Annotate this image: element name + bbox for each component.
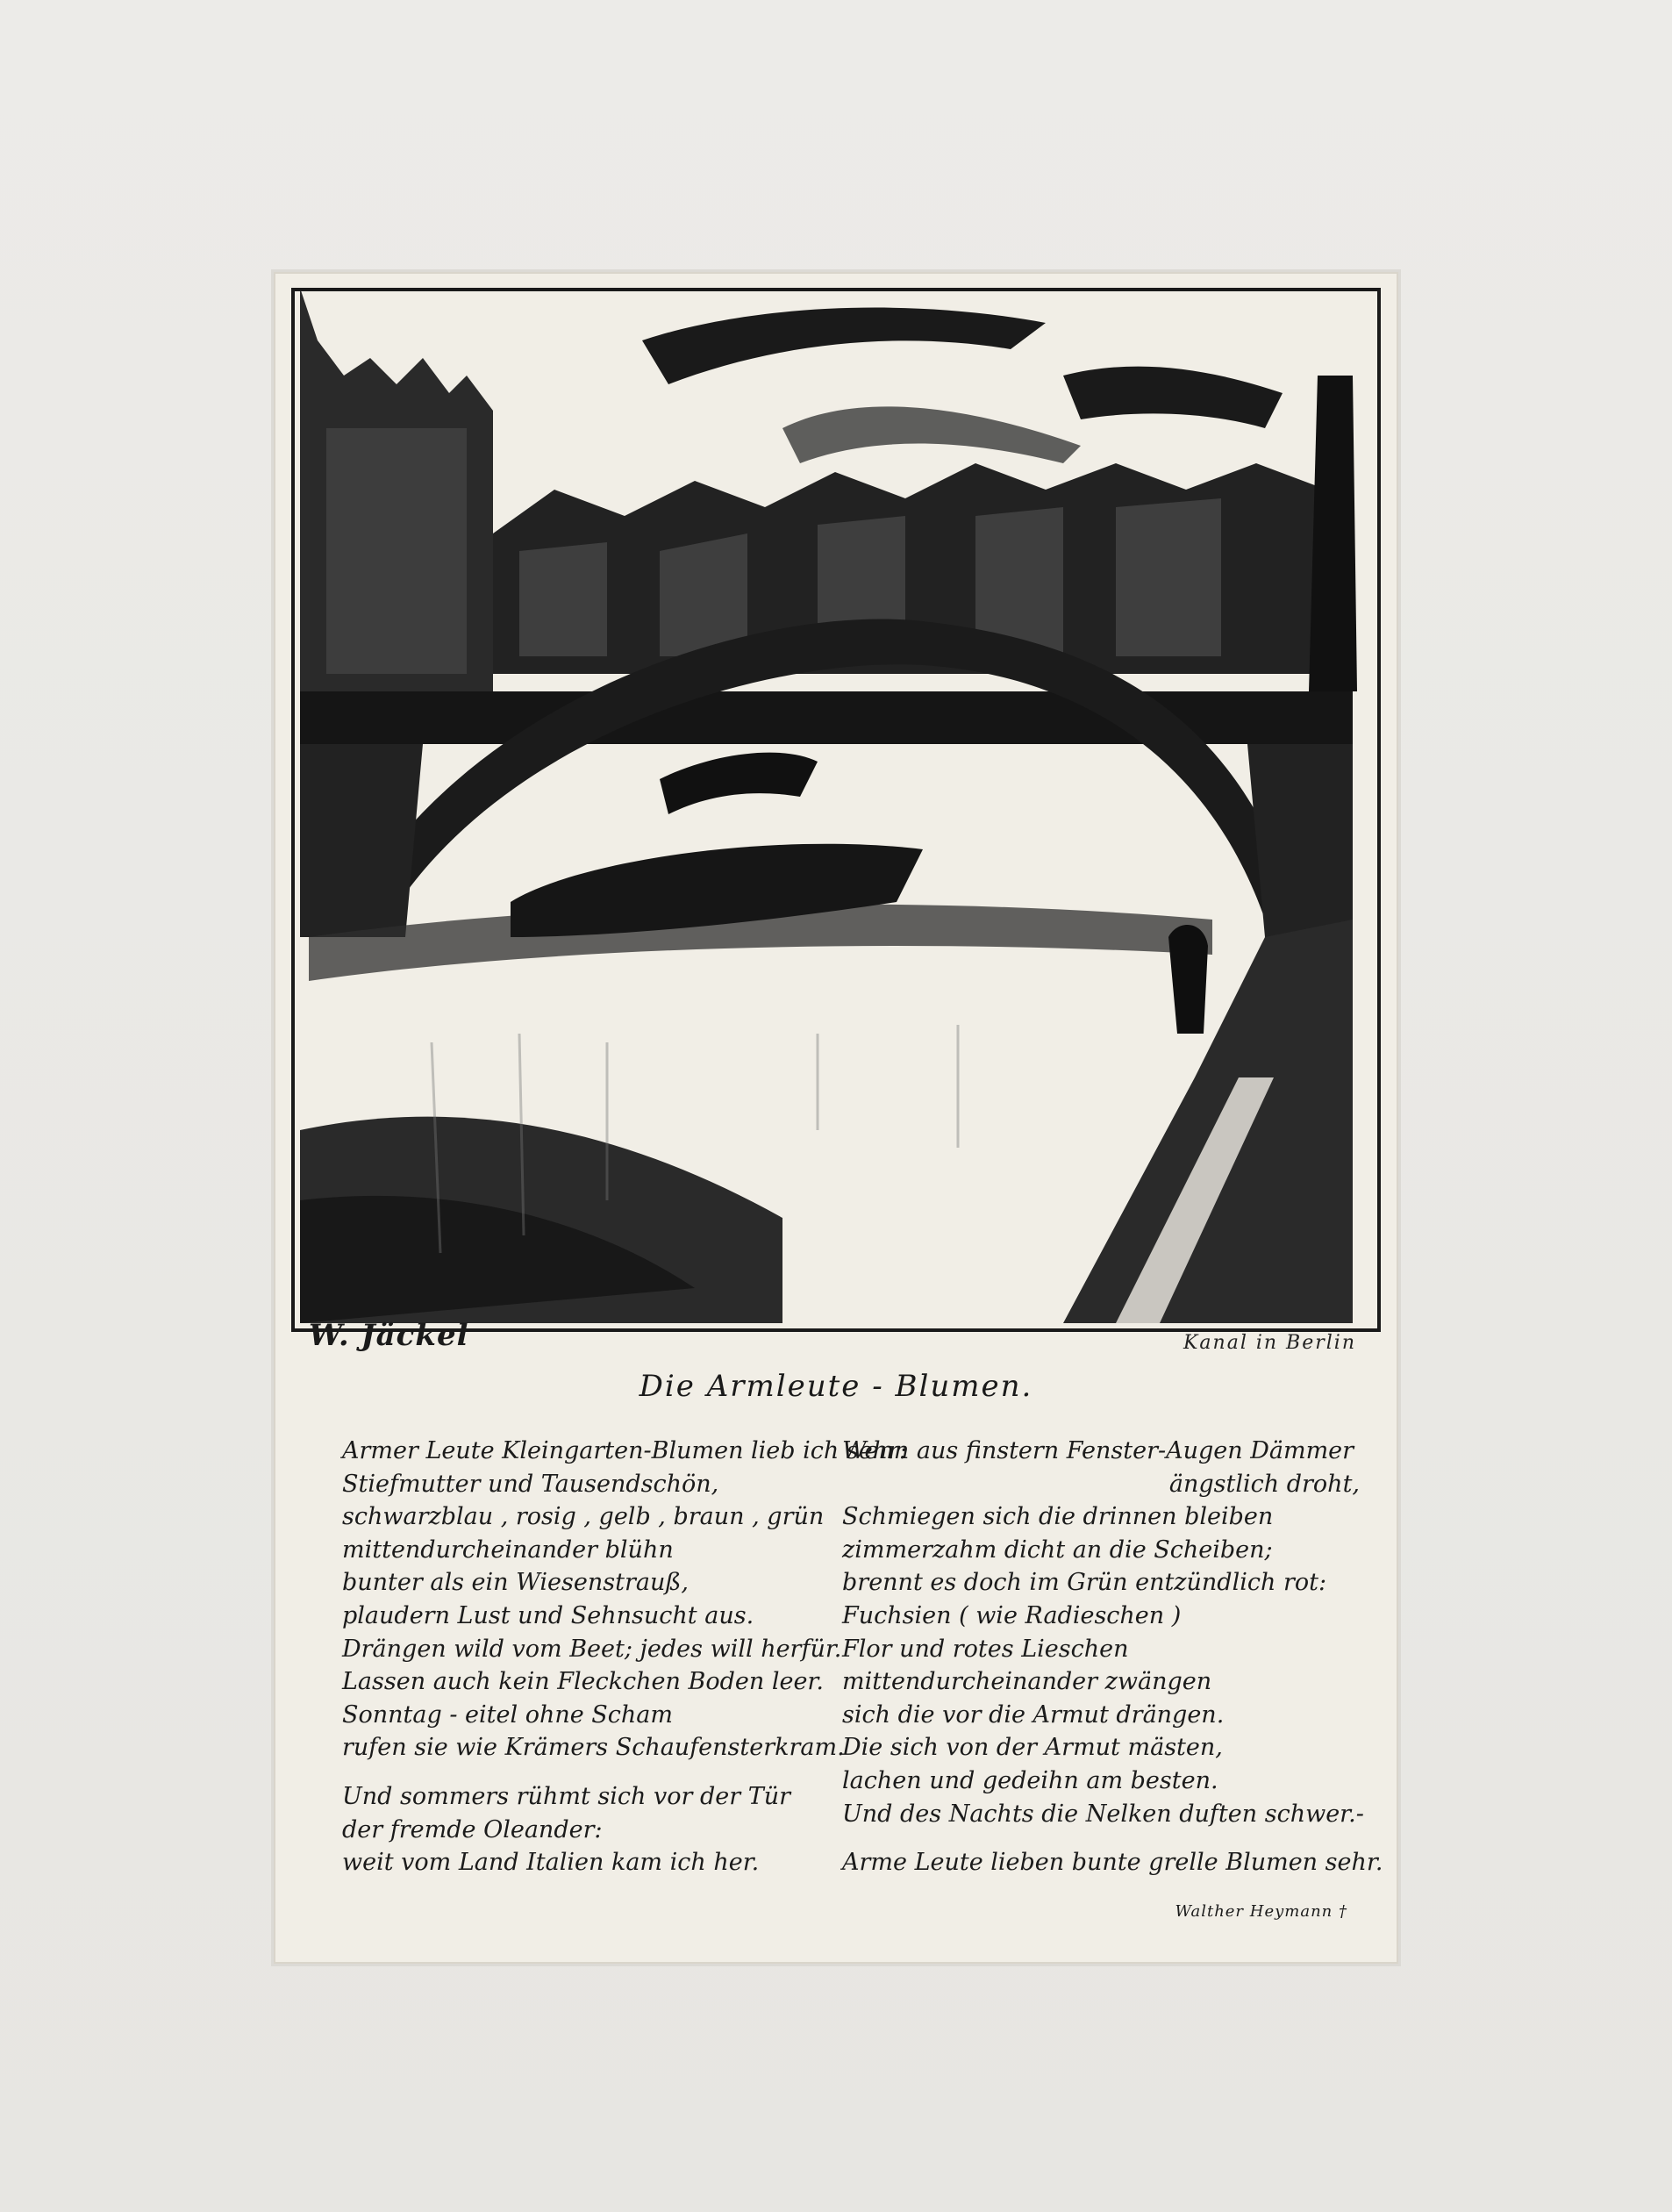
poem-line: Stiefmutter und Tausendschön, [342,1470,719,1498]
lithograph-drawing [291,288,1381,1332]
poem-line: Und des Nachts die Nelken duften schwer.- [842,1800,1364,1828]
image-caption: Kanal in Berlin [1183,1332,1356,1354]
lithograph-canal-bridge [291,288,1381,1332]
poem-line: ängstlich droht, [1168,1470,1360,1498]
print-sheet [274,272,1398,1964]
poem-column-right [842,1435,1383,1879]
poem-line: Arme Leute lieben bunte grelle Blumen sehr. [842,1849,1383,1877]
poem-line: Und sommers rühmt sich vor der Tür [342,1782,791,1810]
poem-line: Die sich von der Armut mästen, [842,1734,1223,1762]
artist-signature: W. Jäckel [309,1318,469,1353]
poem-line: Schmiegen sich die drinnen bleiben [842,1503,1274,1531]
poem-line: zimmerzahm dicht an die Scheiben; [842,1536,1273,1564]
poem-line: brennt es doch im Grün entzündlich rot: [842,1569,1327,1597]
poem-line: schwarzblau , rosig , gelb , braun , grün [342,1503,825,1531]
poem-line: sich die vor die Armut drängen. [842,1700,1225,1729]
poem-line: Fuchsien ( wie Radieschen ) [842,1601,1182,1629]
poem-line: Sonntag - eitel ohne Scham [342,1700,674,1729]
poem-line: bunter als ein Wiesenstrauß, [342,1569,689,1597]
poem-line: mittendurcheinander zwängen [842,1668,1212,1696]
poem-line: weit vom Land Italien kam ich her. [342,1849,760,1877]
poem-line: mittendurcheinander blühn [342,1536,674,1564]
poem-line: rufen sie wie Krämers Schaufensterkram. [342,1734,845,1762]
poem-title: Die Armleute - Blumen. [639,1369,1033,1404]
poem-line: plaudern Lust und Sehnsucht aus. [342,1601,754,1629]
poem-line: Flor und rotes Lieschen [842,1635,1129,1663]
poem-author: Walther Heymann † [1175,1902,1347,1921]
poem-column-left [342,1435,908,1879]
poem-line: Drängen wild vom Beet; jedes will herfür. [342,1635,842,1663]
poem-line: Armer Leute Kleingarten-Blumen lieb ich sehr: [342,1437,908,1464]
poem-line: Wenn aus finstern Fenster-Augen Dämmer [842,1437,1354,1464]
poem-line: Lassen auch kein Fleckchen Boden leer. [342,1668,824,1696]
poem-line: der fremde Oleander: [342,1815,603,1843]
poem-line: lachen und gedeihn am besten. [842,1766,1218,1794]
